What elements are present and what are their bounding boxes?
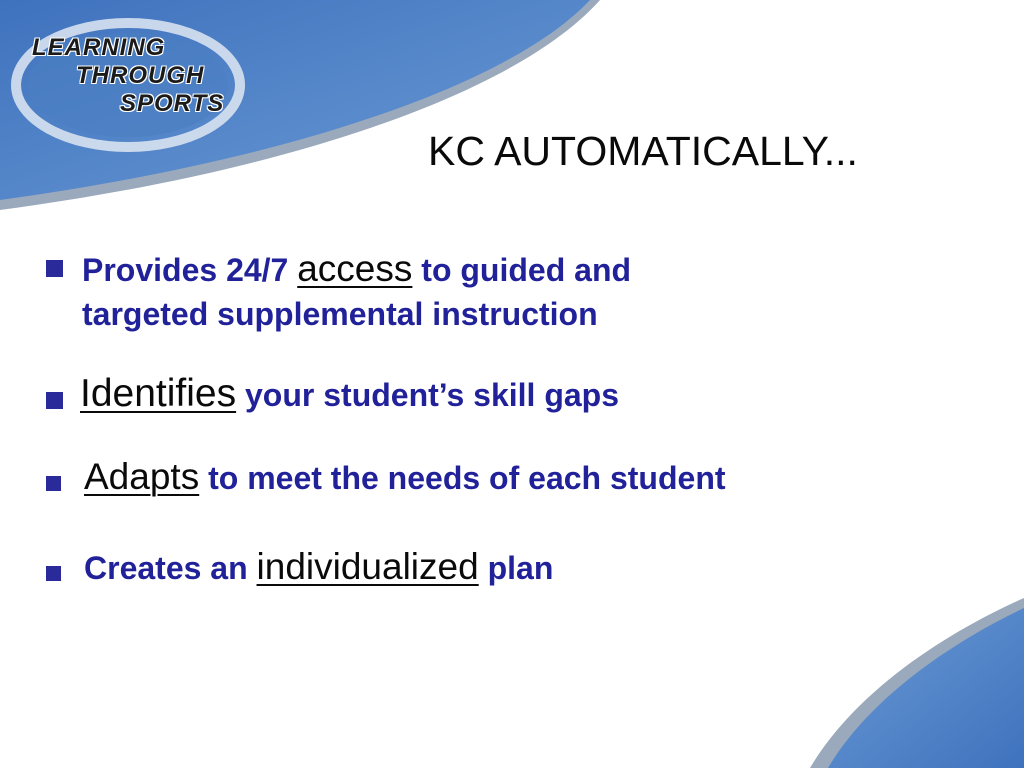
logo-line-3: SPORTS [120, 90, 225, 117]
bullet-1-post: to guided and [412, 252, 632, 288]
bullet-2-post: your student’s skill gaps [236, 377, 620, 413]
bullet-3-post: to meet the needs of each student [199, 460, 726, 496]
learning-through-sports-logo [14, 28, 254, 138]
square-bullet-icon [46, 392, 63, 409]
bullet-2-emphasis: Identifies [80, 372, 237, 415]
bottom-swoosh [828, 608, 1024, 768]
logo-line-1: LEARNING [32, 34, 166, 61]
bullet-4-pre: Creates an [84, 550, 257, 586]
slide-title: KC AUTOMATICALLY... [428, 128, 858, 174]
square-bullet-icon [46, 476, 61, 491]
bullet-3-emphasis: Adapts [84, 456, 200, 497]
bullet-1-pre: Provides 24/7 [82, 252, 298, 288]
bullet-1-emphasis: access [297, 248, 413, 289]
square-bullet-icon [46, 566, 61, 581]
bullet-1-line2: targeted supplemental instruction [82, 296, 598, 332]
square-bullet-icon [46, 260, 63, 277]
bullet-4-post: plan [478, 550, 554, 586]
bullet-4-emphasis: individualized [256, 546, 479, 587]
logo-line-2: THROUGH [76, 62, 205, 89]
